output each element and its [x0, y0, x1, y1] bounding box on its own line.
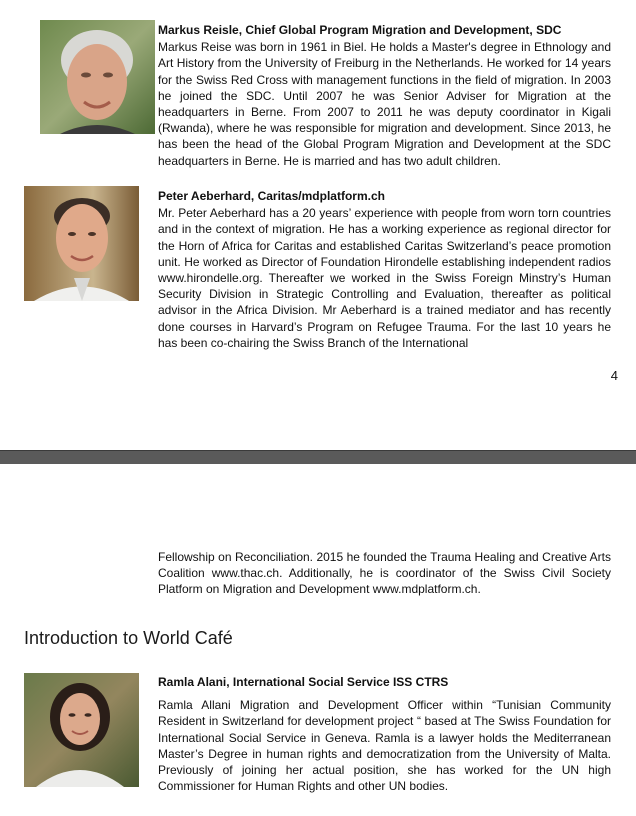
bio-text: Ramla Allani Migration and Development Officer within “Tunisian Community Resident in Switzerland for development project “ based at The Swiss Foundation for International Social Service in Geneva. Ramla is a lawyer holds the Mediterranean Master’s Degree in human rights and democratization from the University of Malta. Previously of joining her actual position, she has worked for the UN high Commissioner for Human Rights and other UN bodies.: [158, 698, 611, 794]
bio-name: Peter Aeberhard, Caritas/mdplatform.ch: [158, 189, 385, 203]
bio-text: Markus Reise was born in 1961 in Biel. He holds a Master's degree in Ethnology and Art History from the University of Freiburg in the Netherlands. He worked for 14 years for the Swiss Red Cross with management functions in the field of migration. In 2003 he joined the SDC. Until 2007 he was Senior Adviser for Migration at the headquarters in Berne. From 2007 to 2011 he was deputy coordinator in Kigali (Rwanda), where he was responsible for migration and development. Since 2013, he has been the head of the Global Program Migration and Development at the SDC headquarters in Berne. He is married and has two adult children.: [158, 40, 611, 168]
page-separator: [0, 450, 636, 465]
bio-name: Markus Reisle, Chief Global Program Migration and Development, SDC: [158, 23, 562, 37]
portrait-photo-markus-reisle: [40, 20, 155, 134]
page-number: 4: [610, 368, 618, 383]
portrait-photo-peter-aeberhard: [24, 186, 139, 301]
bio-continuation-text: Fellowship on Reconciliation. 2015 he founded the Trauma Healing and Creative Arts Coalition www.thac.ch. Additionally, he is coordinator of the Swiss Civil Society Platform on Migration and Development www.mdplatform.ch.: [158, 550, 611, 597]
bio-continuation: [158, 549, 611, 598]
bio-peter-aeberhard: [158, 188, 611, 351]
bio-ramla-alani: [158, 674, 611, 794]
portrait-photo-ramla-alani: [24, 673, 139, 787]
portrait-markus-image: [40, 20, 155, 134]
document-page-2: [0, 464, 636, 816]
bio-text: Mr. Peter Aeberhard has a 20 years’ experience with people from worn torn countries and in the context of migration. He has a working experience as regional director for the Horn of Africa for Caritas and established Caritas Switzerland’s peace promotion unit. He worked as Director of Foundation Hirondelle establishing independent radios www.hirondelle.org. Thereafter we worked in the Swiss Foreign Minstry’s Human Security Division in Strategic Controlling and Evaluation, thereafter as political advisor in the Africa Division. Mr Aeberhard is a trained mediator and has recently done courses in Harvard’s Program on Refugee Trauma. For the last 10 years he has been co-chairing the Swiss Branch of the International: [158, 206, 611, 350]
section-title: Introduction to World Café: [24, 628, 233, 648]
bio-markus-reisle: [158, 22, 611, 169]
portrait-ramla-image: [24, 673, 139, 787]
portrait-peter-image: [24, 186, 139, 301]
bio-name: Ramla Alani, International Social Service ISS CTRS: [158, 675, 449, 689]
